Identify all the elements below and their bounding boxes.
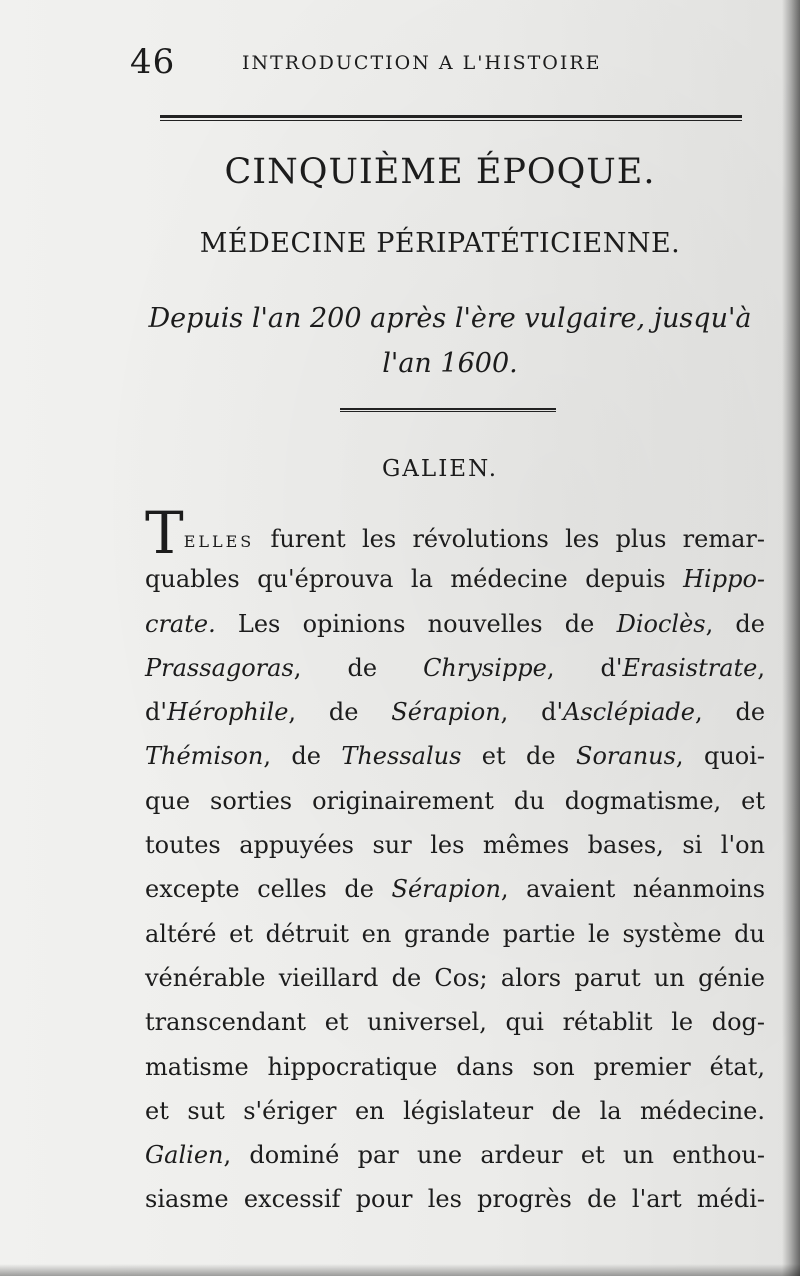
text-line xyxy=(145,1133,765,1177)
section-rule xyxy=(340,408,556,413)
italic-name: Asclépiade xyxy=(563,698,695,727)
text-line xyxy=(145,823,765,867)
italic-name: Galien xyxy=(145,1141,224,1170)
text-run: , dominé par une ardeur et un enthou- xyxy=(223,1141,765,1170)
body-text xyxy=(145,499,766,1222)
text-run: siasme excessif pour les progrès de l'art médi- xyxy=(145,1185,765,1214)
italic-name: Hérophile xyxy=(166,698,289,727)
text-run: , de xyxy=(293,653,424,682)
text-run: d' xyxy=(145,698,167,727)
text-run: excepte celles de xyxy=(145,875,392,904)
text-line xyxy=(145,1000,765,1044)
running-head xyxy=(130,42,750,82)
italic-name: Chrysippe xyxy=(423,653,547,682)
subtitle xyxy=(140,296,760,386)
text-line xyxy=(145,1045,765,1089)
text-run: toutes appuyées sur les mêmes bases, si l'on xyxy=(145,831,765,860)
text-line xyxy=(145,1089,765,1133)
text-line xyxy=(145,646,765,690)
italic-name: Hippo- xyxy=(683,565,765,594)
text-run: et de xyxy=(461,742,577,771)
text-run: , de xyxy=(694,698,766,727)
page-spine-shadow xyxy=(782,0,800,1276)
subtitle-line-2: l'an 1600. xyxy=(382,348,518,379)
text-run: , de xyxy=(705,609,765,638)
text-line xyxy=(145,499,765,567)
section-title: MÉDECINE PÉRIPATÉTICIENNE. xyxy=(199,228,681,259)
italic-name: Thessalus xyxy=(341,742,462,771)
first-word-smallcaps: ELLES xyxy=(183,532,255,551)
italic-name: crate. xyxy=(145,609,216,638)
text-run: , d' xyxy=(546,653,623,682)
text-run: transcendant et universel, qui rétablit le dog- xyxy=(145,1008,765,1037)
text-line xyxy=(145,602,765,646)
running-title: INTRODUCTION A L'HISTOIRE xyxy=(242,52,602,74)
header-rule xyxy=(160,115,742,123)
text-run: altéré et détruit en grande partie le système du xyxy=(145,919,765,948)
text-run: que sorties originairement du dogmatisme, et xyxy=(145,786,765,815)
text-run: furent les révolutions les plus remar- xyxy=(254,525,765,553)
text-run: , de xyxy=(288,698,392,727)
page-number: 46 xyxy=(130,42,176,82)
author-heading: GALIEN. xyxy=(381,456,499,482)
text-line xyxy=(145,912,765,956)
text-run: quables qu'éprouva la médecine depuis xyxy=(145,565,684,594)
text-line xyxy=(145,734,765,778)
italic-name: Erasistrate xyxy=(622,653,758,682)
text-run: , de xyxy=(263,742,342,771)
italic-name: Sérapion xyxy=(391,698,501,727)
text-run: Les opinions nouvelles de xyxy=(215,609,617,638)
text-line xyxy=(145,557,765,601)
drop-capital: T xyxy=(145,499,184,567)
text-run: , d' xyxy=(500,698,564,727)
text-line xyxy=(145,690,765,734)
text-run: , avaient néanmoins xyxy=(500,875,766,904)
italic-name: Dioclès xyxy=(616,609,706,638)
text-run: vénérable vieillard de Cos; alors parut un génie xyxy=(145,963,765,992)
page-bottom-shadow xyxy=(0,1264,800,1276)
text-line xyxy=(145,956,765,1000)
italic-name: Sérapion xyxy=(391,875,501,904)
text-run: , xyxy=(757,653,766,682)
text-run: , quoi- xyxy=(675,742,766,771)
italic-name: Thémison xyxy=(145,742,264,771)
text-run: et sut s'ériger en législateur de la médecine. xyxy=(145,1096,765,1125)
italic-name: Prassagoras xyxy=(145,653,294,682)
subtitle-line-1: Depuis l'an 200 après l'ère vulgaire, jusqu'à xyxy=(148,303,752,334)
text-line xyxy=(145,779,765,823)
italic-name: Soranus xyxy=(576,742,676,771)
epoch-title: CINQUIÈME ÉPOQUE. xyxy=(224,152,656,192)
text-run: matisme hippocratique dans son premier état, xyxy=(145,1052,765,1081)
text-line xyxy=(145,867,765,911)
text-line xyxy=(145,1177,765,1221)
